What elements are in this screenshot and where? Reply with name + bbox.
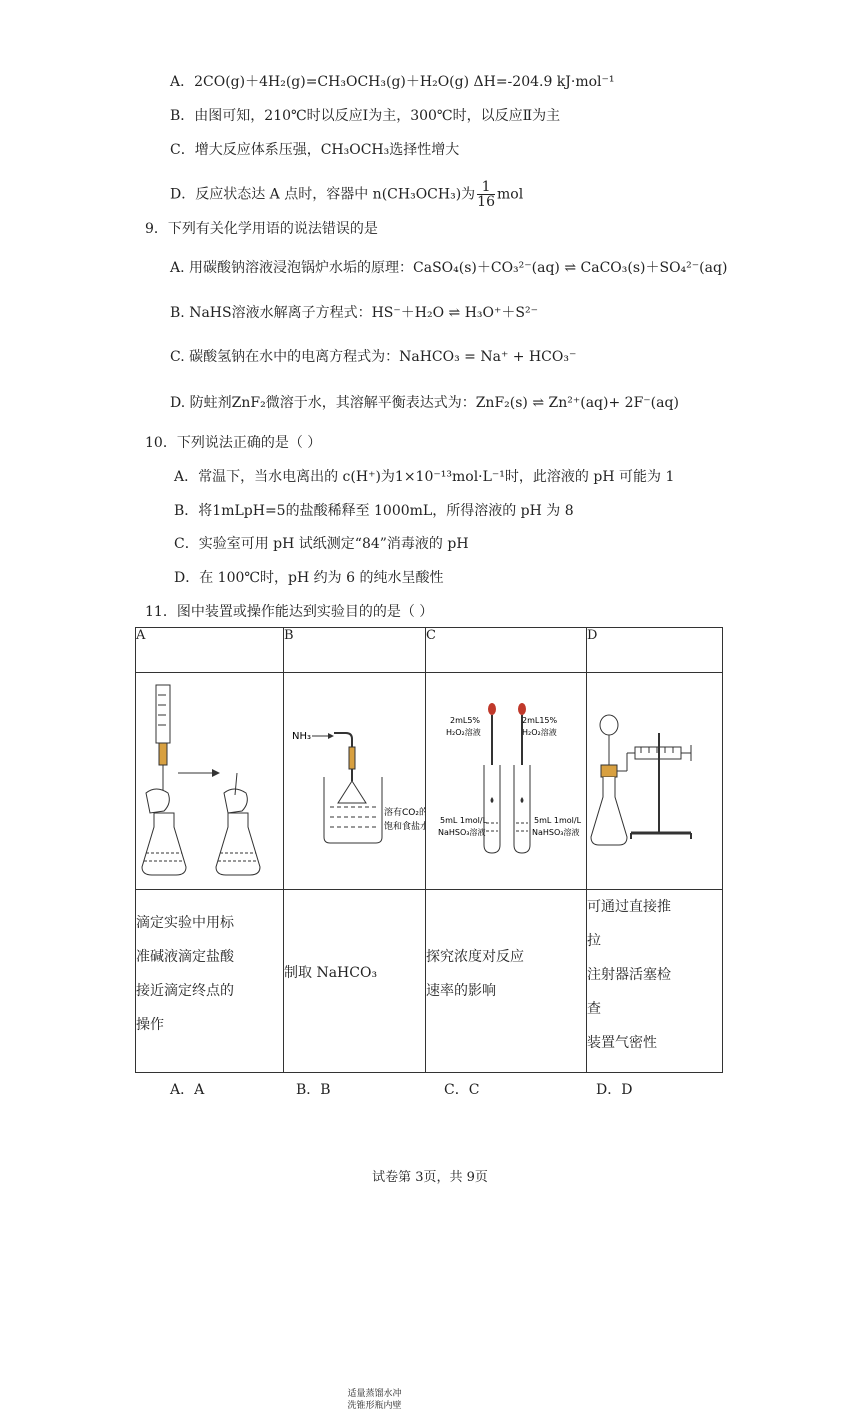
- answer-a: A．A: [170, 1082, 205, 1098]
- desc-b: 制取 NaHCO₃: [284, 965, 378, 981]
- col-header-b: B: [284, 628, 426, 673]
- q9-option-a: A. 用碳酸钠溶液浸泡锅炉水垢的原理：CaSO₄(s)＋CO₃²⁻(aq) ⇌ CaCO₃(s)＋SO₄²⁻(aq): [170, 260, 728, 276]
- fraction: [477, 180, 495, 209]
- fraction-numerator: 1: [477, 180, 495, 195]
- figure-c-tr1: 2mL15%: [522, 716, 558, 725]
- desc-d-line: 可通过直接推: [587, 899, 671, 915]
- desc-b-cell: [284, 890, 426, 1073]
- figure-c-br2: NaHSO₃溶液: [532, 828, 580, 837]
- figure-c-cell: [426, 673, 587, 890]
- desc-a-line: 准碱液滴定盐酸: [136, 949, 234, 965]
- q10-option-b: B．将1mLpH=5的盐酸稀释至 1000mL，所得溶液的 pH 为 8: [174, 503, 574, 519]
- desc-c-line: 速率的影响: [426, 983, 496, 999]
- q8-option-c: C．增大反应体系压强，CH₃OCH₃选择性增大: [170, 142, 460, 158]
- q10-option-c: C．实验室可用 pH 试纸测定“84”消毒液的 pH: [174, 536, 469, 552]
- q9-stem: 9．下列有关化学用语的说法错误的是: [145, 221, 378, 237]
- q10-stem: 10．下列说法正确的是（ ）: [145, 435, 322, 451]
- desc-d-line: 查: [587, 1001, 601, 1017]
- desc-d-line: 注射器活塞检: [587, 967, 671, 983]
- desc-a-cell: [136, 890, 284, 1073]
- figure-b-label-1: 溶有CO₂的: [384, 808, 425, 818]
- q8-option-d: [170, 180, 523, 209]
- page-footer: 试卷第 3页，共 9页: [372, 1170, 488, 1185]
- figure-d-cell: [587, 673, 723, 890]
- figure-c-tl2: H₂O₂溶液: [446, 728, 481, 737]
- answer-c: C．C: [444, 1082, 480, 1098]
- col-header-d: D: [587, 628, 723, 673]
- figure-c-tr2: H₂O₂溶液: [522, 728, 557, 737]
- desc-a-line: 操作: [136, 1017, 164, 1033]
- q10-option-d: D．在 100℃时，pH 约为 6 的纯水呈酸性: [174, 570, 444, 586]
- figure-c-bl2: NaHSO₃溶液: [438, 828, 486, 837]
- q8-option-d-text: D．反应状态达 A 点时，容器中 n(CH₃OCH₃)为: [170, 186, 476, 203]
- q10-option-a: A．常温下，当水电离出的 c(H⁺)为1×10⁻¹³mol·L⁻¹时，此溶液的 pH 可能为 1: [174, 469, 675, 485]
- q8-option-b: B．由图可知，210℃时以反应Ⅰ为主，300℃时，以反应Ⅱ为主: [170, 108, 561, 124]
- desc-d-line: 拉: [587, 933, 601, 949]
- q9-option-c: C. 碳酸氢钠在水中的电离方程式为：NaHCO₃ = Na⁺ + HCO₃⁻: [170, 349, 577, 365]
- answer-b: B．B: [296, 1082, 331, 1098]
- desc-a-line: 滴定实验中用标: [136, 915, 234, 931]
- fraction-denominator: 16: [477, 194, 495, 210]
- answer-d: D．D: [596, 1082, 633, 1098]
- desc-a-line: 接近滴定终点的: [136, 983, 234, 999]
- figure-b-label-2: 饱和食盐水: [384, 822, 425, 832]
- q11-stem: 11．图中装置或操作能达到实验目的的是（ ）: [145, 604, 434, 620]
- figure-a-label: 适量蒸馏水冲洗锥形瓶内壁: [347, 1388, 402, 1411]
- titration-figure: [136, 673, 283, 885]
- desc-c-cell: [426, 890, 587, 1073]
- airtight-figure: [587, 673, 705, 885]
- desc-d-line: 装置气密性: [587, 1035, 657, 1051]
- q8-option-a: A．2CO(g)＋4H₂(g)=CH₃OCH₃(g)＋H₂O(g) ΔH=-204.9 kJ·mol⁻¹: [170, 74, 615, 90]
- q8-option-d-unit: mol: [497, 186, 524, 203]
- figure-c-bl1: 5mL 1mol/L: [440, 816, 488, 825]
- figure-b-cell: [284, 673, 426, 890]
- nh3-label: NH₃: [292, 731, 312, 742]
- figure-c-br1: 5mL 1mol/L: [534, 816, 582, 825]
- desc-c-line: 探究浓度对反应: [426, 949, 524, 965]
- figure-c-tl1: 2mL5%: [450, 716, 481, 725]
- col-header-c: C: [426, 628, 587, 673]
- col-header-a: A: [136, 628, 284, 673]
- desc-d-cell: [587, 890, 723, 1073]
- q9-option-d: D. 防蛀剂ZnF₂微溶于水，其溶解平衡表达式为：ZnF₂(s) ⇌ Zn²⁺(aq)+ 2F⁻(aq): [170, 395, 679, 411]
- rate-figure: [426, 673, 586, 885]
- q9-option-b: B. NaHS溶液水解离子方程式：HS⁻＋H₂O ⇌ H₃O⁺＋S²⁻: [170, 305, 538, 321]
- nahco3-figure: [284, 673, 425, 885]
